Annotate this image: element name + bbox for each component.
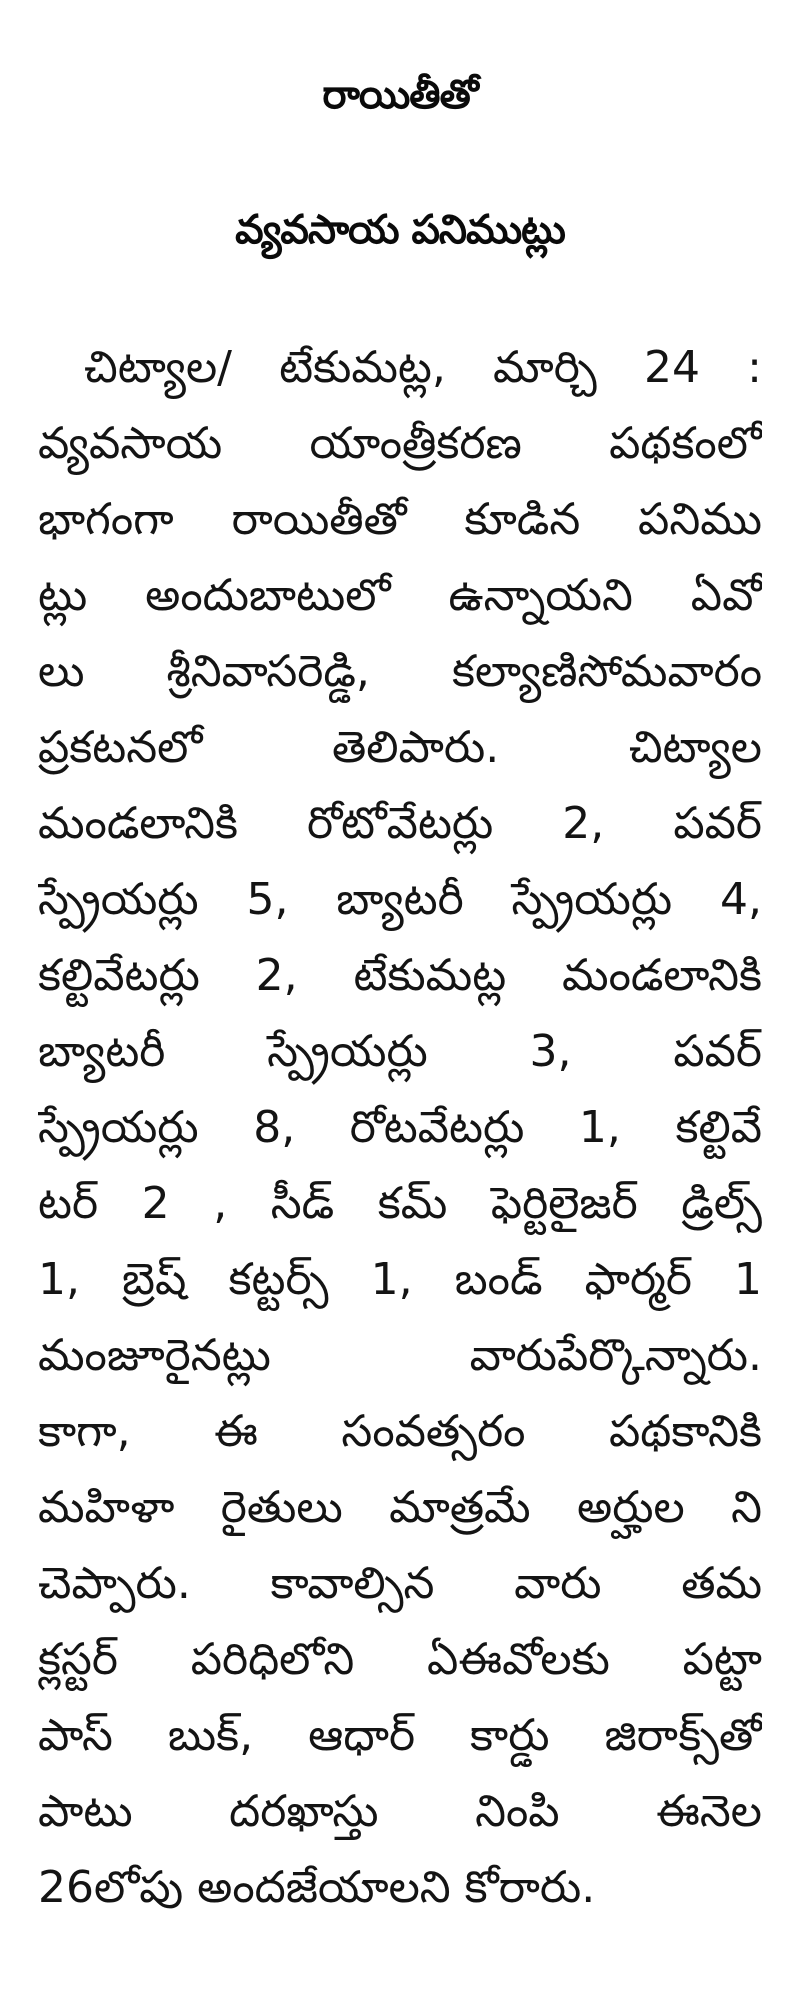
body-line-10: బ్యాటరీ స్ప్రేయర్లు 3, పవర్	[38, 1026, 762, 1077]
body-line-20: పాటు దరఖాస్తు నింపి ఈనెల	[38, 1786, 762, 1837]
headline-line-2: వ్యవసాయ పనిముట్లు	[235, 207, 565, 253]
body-line-7: మండలానికి రోటోవేటర్లు 2, పవర్	[38, 798, 762, 849]
body-line-14: మంజూరైనట్లు వారుపేర్కొన్నారు.	[38, 1330, 762, 1381]
body-line-2: వ్యవసాయ యాంత్రీకరణ పథకంలో	[38, 418, 762, 469]
body-line-16: మహిళా రైతులు మాత్రమే అర్హుల ని	[38, 1482, 762, 1533]
body-line-18: క్లస్టర్ పరిధిలోని ఏఈవోలకు పట్టా	[38, 1634, 762, 1685]
body-line-6: ప్రకటనలో తెలిపారు. చిట్యాల	[38, 722, 762, 773]
body-line-4: ట్లు అందుబాటులో ఉన్నాయని ఏవో	[38, 570, 762, 621]
body-line-9: కల్టివేటర్లు 2, టేకుమట్ల మండలానికి	[38, 950, 762, 1001]
body-line-13: 1, బ్రెష్ కట్టర్స్ 1, బండ్ ఫార్మర్ 1	[38, 1254, 762, 1305]
body-line-1: చిట్యాల/ టేకుమట్ల, మార్చి 24 :	[84, 342, 762, 393]
body-line-11: స్ప్రేయర్లు 8, రోటవేటర్లు 1, కల్టివే	[38, 1102, 762, 1153]
body-line-5: లు శ్రీనివాసరెడ్డి, కల్యాణిసోమవారం	[38, 646, 762, 697]
body-line-3: భాగంగా రాయితీతో కూడిన పనిము	[38, 494, 762, 545]
body-line-21: 26లోపు అందజేయాలని కోరారు.	[38, 1862, 596, 1913]
headline-line-1: రాయితీతో	[322, 72, 478, 118]
body-line-8: స్ప్రేయర్లు 5, బ్యాటరీ స్ప్రేయర్లు 4,	[38, 874, 762, 925]
body-line-17: చెప్పారు. కావాల్సిన వారు తమ	[38, 1558, 762, 1609]
body-line-15: కాగా, ఈ సంవత్సరం పథకానికి	[38, 1406, 762, 1457]
body-line-12: టర్ 2 , సీడ్ కమ్ ఫెర్టిలైజర్ డ్రిల్స్	[38, 1178, 762, 1229]
article-body	[38, 330, 762, 1926]
body-line-19: పాస్ బుక్, ఆధార్ కార్డు జిరాక్స్‌తో	[38, 1710, 762, 1761]
